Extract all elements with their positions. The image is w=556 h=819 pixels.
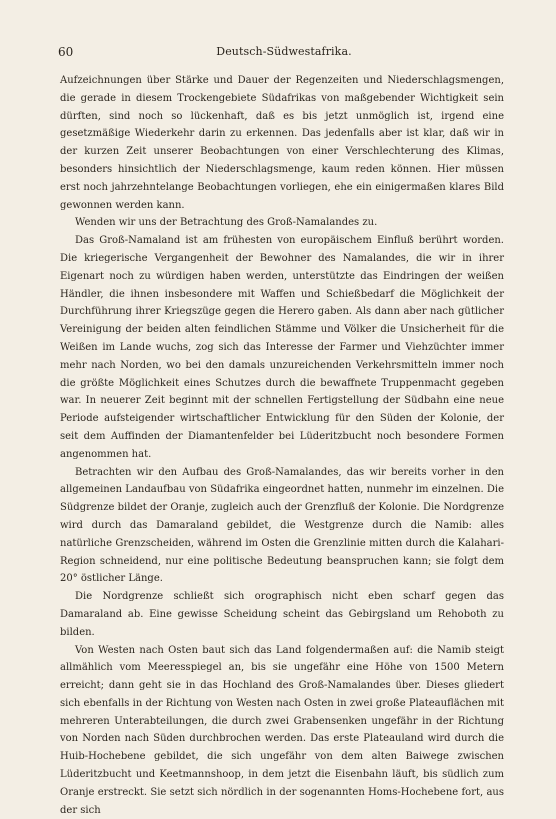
paragraph: Betrachten wir den Aufbau des Groß-Namalandes, das wir bereits vorher in den allgemeinen Landaufbau von Südafrika eingeordnet hatten, nunmehr im einzelnen. Die Südgrenze bildet der Oranje, zugleich auch der Grenzfluß der Kolonie. Die Nordgrenze wird durch das Damaraland gebildet, die Westgrenze durch die Namib: alles natürliche Grenzscheiden, während im Osten die Grenzlinie mitten durch die Kalahari-Region schneidend, nur eine politische Bedeutung beanspruchen kann; sie folgt dem 20° östlicher Länge.: [60, 464, 504, 589]
running-title: Deutsch-Südwestafrika.: [58, 44, 510, 60]
paragraph: Wenden wir uns der Betrachtung des Groß-Namalandes zu.: [60, 214, 504, 232]
paragraph: Das Groß-Namaland ist am frühesten von europäischem Einfluß berührt worden. Die kriegerische Vergangenheit der Bewohner des Namalandes, die wir in ihrer Eigenart noch zu würdigen haben werden, unterstützte das Eindringen der weißen Händler, die ihnen insbesondere mit Waffen und Schießbedarf die Möglichkeit der Durchführung ihrer Kriegszüge gegen die Herero gaben. Als dann aber nach gütlicher Vereinigung der beiden alten feindlichen Stämme und Völker die Unsicherheit für die Weißen im Lande wuchs, zog sich das Interesse der Farmer und Viehzüchter immer mehr nach Norden, wo bei den damals unzureichenden Verkehrsmitteln immer noch die größte Möglichkeit eines Schutzes durch die bewaffnete Truppenmacht gegeben war. In neuerer Zeit beginnt mit der schnellen Fertigstellung der Südbahn eine neue Periode aufsteigender wirtschaftlicher Entwicklung für den Süden der Kolonie, der seit dem Auffinden der Diamantenfelder bei Lüderitzbucht noch besondere Formen angenommen hat.: [60, 232, 504, 463]
paragraph: Von Westen nach Osten baut sich das Land folgendermaßen auf: die Namib steigt allmählich vom Meeresspiegel an, bis sie ungefähr eine Höhe von 1500 Metern erreicht; dann geht sie in das Hochland des Groß-Namalandes über. Dieses gliedert sich ebenfalls in der Richtung von Westen nach Osten in zwei große Plateauflächen mit mehreren Unterabteilungen, die durch zwei Grabensenken ungefähr in der Richtung von Norden nach Süden durchbrochen werden. Das erste Plateauland wird durch die Huib-Hochebene gebildet, die sich ungefähr von dem alten Baiwege zwischen Lüderitzbucht und Keetmannshoop, in dem jetzt die Eisenbahn läuft, bis südlich zum Oranje erstreckt. Sie setzt sich nördlich in der sogenannten Homs-Hochebene fort, aus der sich: [60, 642, 504, 819]
page-number: 60: [58, 44, 73, 60]
body-text: [60, 72, 504, 819]
paragraph: Die Nordgrenze schließt sich orographisch nicht eben scharf gegen das Damaraland ab. Eine gewisse Scheidung scheint das Gebirgsland um Rehoboth zu bilden.: [60, 588, 504, 641]
page-header: [58, 44, 510, 60]
paragraph: Aufzeichnungen über Stärke und Dauer der Regenzeiten und Niederschlagsmengen, die gerade in diesem Trockengebiete Südafrikas von maßgebender Wichtigkeit sein dürften, sind noch so lückenhaft, daß es bis jetzt unmöglich ist, irgend eine gesetzmäßige Wiederkehr darin zu erkennen. Das jedenfalls aber ist klar, daß wir in der kurzen Zeit unserer Beobachtungen von einer Verschlechterung des Klimas, besonders hinsichtlich der Niederschlagsmenge, kaum reden können. Hier müssen erst noch jahrzehntelange Beobachtungen vorliegen, ehe ein einigermaßen klares Bild gewonnen werden kann.: [60, 72, 504, 214]
